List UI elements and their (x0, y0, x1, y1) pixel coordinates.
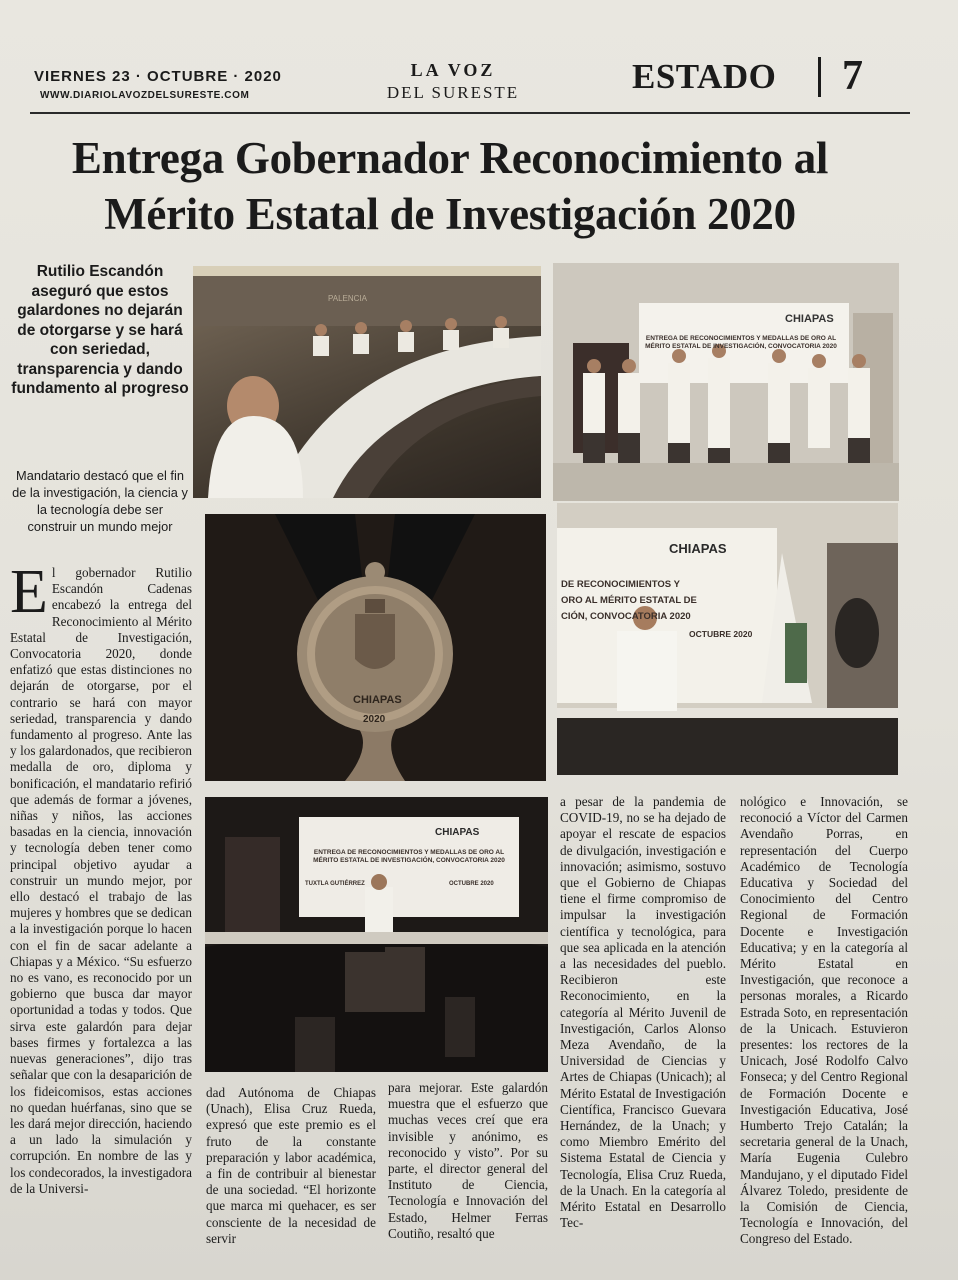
dropcap-letter: E (10, 558, 48, 626)
issue-date: VIERNES 23 · OCTUBRE · 2020 (34, 68, 282, 85)
backdrop-crop-line2: ORO AL MÉRITO ESTATAL DE (561, 595, 697, 606)
article-column-5: nológico e Innovación, se reconoció a Víctor del Carmen Avendaño Porras, en representación del Cuerpo Académico de Tecnología Educativa y Sociedad del Conocimiento del Centro Regional de Formación Docente e Investigación Educativa; y en la categoría al Mérito Estatal en Investigación, que reconoce a personas morales, a Ricardo Estrada Soto, en representación de la Unicach. Estuvieron presentes: los rectores de la Unicach, José Rodolfo Calvo Fonseca; y del Centro Regional de Formación Docente e Investigación Educativa, José Humberto Trejo Catalán; la secretaria general de la Unach, María Eugenia Culebro Mandujano, y el diputado Fidel Álvarez Toledo, presidente de la Comisión de Ciencia, Tecnología e Innovación, del Congreso del Estado. (740, 794, 908, 1247)
backdrop-title-2: ENTREGA DE RECONOCIMIENTOS Y MEDALLAS DE ORO AL MÉRITO ESTATAL DE INVESTIGACIÓN, CONVOCATORIA 2020 (313, 849, 505, 864)
backdrop-city: TUXTLA GUTIÉRREZ (305, 881, 365, 887)
medal-year: 2020 (363, 714, 386, 725)
backdrop-crop-line1: DE RECONOCIMIENTOS Y (561, 579, 680, 590)
article-column-2: dad Autónoma de Chiapas (Unach), Elisa Cruz Rueda, expresó que este premio es el fruto de la constante preparación y labor académica, a fin de contribuir al bienestar de una sociedad. “El horizonte que marca mi quehacer, es ser consciente de la necesidad de servir (206, 1085, 376, 1246)
newspaper-logo-line2: DEL SURESTE (386, 83, 520, 102)
backdrop-brand-3: CHIAPAS (435, 827, 480, 838)
photo-ceremony-stage (205, 797, 548, 1072)
medal-state: CHIAPAS (353, 694, 402, 706)
headline-line1: Entrega Gobernador Reconocimiento al (71, 133, 829, 183)
photo-awardees-group (553, 263, 899, 501)
backdrop-brand-2: CHIAPAS (669, 541, 727, 556)
headline-line2: Mérito Estatal de Investigación 2020 (104, 189, 796, 239)
website-url: WWW.DIARIOLAVOZDELSURESTE.COM (40, 90, 250, 101)
page-number: 7 (842, 53, 863, 99)
column-1-text: l gobernador Rutilio Escandón Cadenas encabezó la entrega del Reconocimiento al Mérito Estatal de Investigación, Convocatoria 2020, donde enfatizó que estas distinciones no dejarán de otorgarse, por el contrario se hará con mayor seriedad, transparencia y dando fundamento al progreso. Ante las y los galardonados, que recibieron medalla de oro, diploma y bonificación, el mandatario refirió que además de formar a jóvenes, niñas y niños, las acciones basadas en la ciencia, innovación y tecnología deben tener como principal objetivo ayudar a construir un mundo mejor, por ello destacó el trabajo de las mujeres y hombres que se dedican a la investigación porque lo hacen con el fin de sacar adelante a Chiapas y a México. “Su esfuerzo no es vano, es reconocido por un gobierno que busca dar mayor oportunidad a todas y todos. Que sirva este galardón para dejar bases firmes y fortalezca a las nuevas generaciones”, dijo tras señalar que con la desaparición de los fideicomisos, estas acciones no quedan huérfanas, sino que se les dará mejor dirección, haciendo a un lado la simulación y corrupción. En nombre de las y los condecorados, la investigadora de la Universi- (10, 565, 192, 1196)
photo-meeting-room (193, 266, 541, 498)
article-headline (0, 130, 900, 242)
backdrop-month: OCTUBRE 2020 (449, 881, 494, 887)
backdrop-crop-month: OCTUBRE 2020 (689, 629, 753, 639)
masthead-divider (818, 57, 821, 97)
masthead-rule (30, 112, 910, 114)
backdrop-title: ENTREGA DE RECONOCIMIENTOS Y MEDALLAS DE ORO AL MÉRITO ESTATAL DE INVESTIGACIÓN, CONVOCATORIA 2020 (645, 335, 837, 350)
backdrop-brand: CHIAPAS (785, 313, 834, 325)
newspaper-logo-line1: LA VOZ (410, 60, 496, 80)
deck-secondary: Mandatario destacó que el fin de la investigación, la ciencia y la tecnología debe ser construir un mundo mejor (12, 468, 188, 534)
article-column-1 (10, 558, 192, 1255)
photo-governor-speech (557, 503, 898, 775)
photo-medal (205, 514, 546, 781)
article-column-3: para mejorar. Este galardón muestra que el esfuerzo que muchas veces creí que era invisible y anónimo, es reconocido y visto”. Por su parte, el director general del Instituto de Ciencia, Tecnología e Innovación del Estado, Helmer Ferras Coutiño, resaltó que (388, 1080, 548, 1241)
wall-text: PALENCIA (328, 294, 367, 303)
deck-primary: Rutilio Escandón aseguró que estos galardones no dejarán de otorgarse y se hará con seriedad, transparencia y dando fundamento al progreso (11, 263, 189, 397)
article-column-4: a pesar de la pandemia de COVID-19, no se ha dejado de apoyar el rescate de espacios de divulgación, investigación e innovación; asimismo, sostuvo que el Gobierno de Chiapas tiene el firme compromiso de impulsar la investigación científica y tecnológica, para que sea aplicada en la atención a las necesidades del pueblo. Recibieron este Reconocimiento, en la categoría al Mérito Juvenil de Investigación, Carlos Alonso Meza Avendaño, de la Universidad de Ciencias y Artes de Chiapas (Unicach); al Mérito Estatal de Investigación Científica, Francisco Guevara Hernández, de la Unach; y como Miembro Emérito del Sistema Estatal de Ciencia y Tecnología, Elisa Cruz Rueda, de la Unach. En la categoría al Mérito Estatal en Desarrollo Tec- (560, 794, 726, 1231)
backdrop-crop-line3: CIÓN, CONVOCATORIA 2020 (561, 611, 691, 622)
section-name: ESTADO (632, 57, 777, 96)
